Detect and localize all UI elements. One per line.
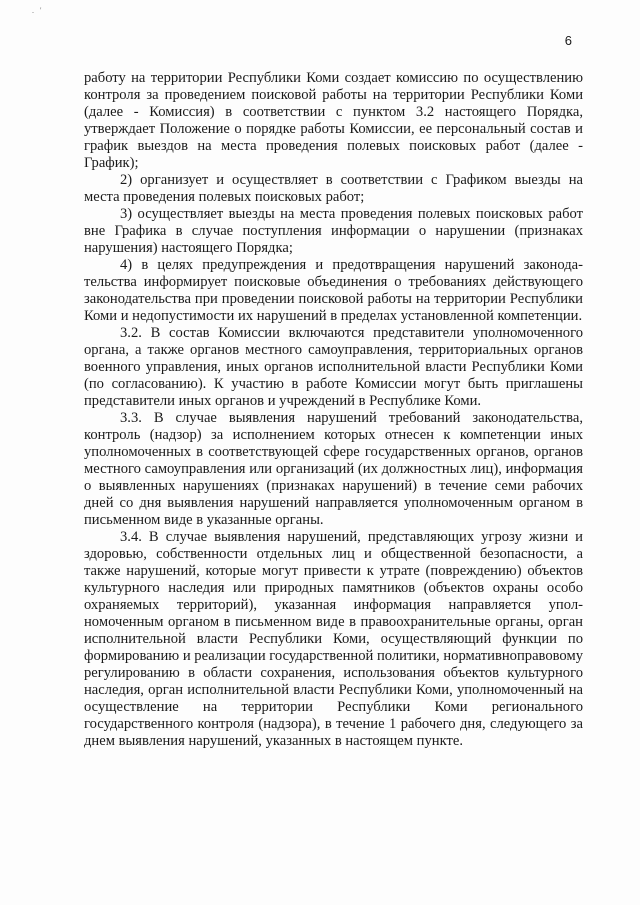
document-body	[84, 70, 583, 750]
paragraph-item-2: 2) организует и осуществляет в соответствии с Графиком выезды на места проведения полевых поисковых работ;	[84, 172, 583, 205]
paragraph-section-3-4: 3.4. В случае выявления нарушений, представляющих угрозу жизни и здоровью, собственности отдельных лиц и общественной безопасности, а также нарушений, которые могут привести к утрате (повреждению) объектов культурного наследия или природных памятников (объектов охраны особо охраняемых территорий), указанная информация направляется уполномоченным органом в письменном виде в правоохранительные органы, орган исполнительной власти Республики Коми, осуществляющий функции по формированию и реализации государственной политики, нормативноправовому регулированию в области сохранения, использования объектов культурного наследия, орган исполнительной власти Республики Коми, уполномоченный на осуществление на территории Республики Коми регионального государственного контроля (надзора), в течение 1 рабочего дня, следующего за днем выявления нарушений, указанных в настоящем пункте.	[84, 529, 583, 749]
paragraph-section-3-2: 3.2. В состав Комиссии включаются представители уполномоченного органа, а также органов местного самоуправления, территориальных органов военного управления, иных органов исполнительной власти Республики Коми (по согласованию). К участию в работе Комиссии могут быть приглашены представители иных органов и учреждений в Республике Коми.	[84, 325, 583, 409]
paragraph-section-3-3: 3.3. В случае выявления нарушений требований законодательства, контроль (надзор) за исполнением которых отнесен к компетенции иных уполномоченных в соответствующей сфере государственных органов, органов местного самоуправления или организаций (их должностных лиц), информация о выявленных нарушениях (признаках нарушений) в течение семи рабочих дней со дня выявления нарушений направляется уполномоченным органом в письменном виде в указанные органы.	[84, 410, 583, 528]
paragraph-continuation: работу на территории Республики Коми создает комиссию по осуществлению контроля за проведением поисковой работы на территории Республики Коми (далее - Комиссия) в соответствии с пунктом 3.2 настоящего Порядка, утверждает Положение о порядке работы Комиссии, ее персональный состав и график выездов на места проведения полевых поисковых работ (далее - График);	[84, 70, 583, 171]
paragraph-item-3: 3) осуществляет выезды на места проведения полевых поисковых работ вне Графика в случае поступления информации о нарушении (признаках нарушения) настоящего Порядка;	[84, 206, 583, 256]
paragraph-item-4: 4) в целях предупреждения и предотвращения нарушений законодательства информирует поисковые объединения о требованиях действующего законодательства при проведении поисковой работы на территории Республики Коми и недопустимости их нарушений в пределах установленной компетенции.	[84, 257, 583, 324]
scan-artifact-mark: . '	[32, 6, 44, 15]
page-number: 6	[564, 33, 572, 48]
